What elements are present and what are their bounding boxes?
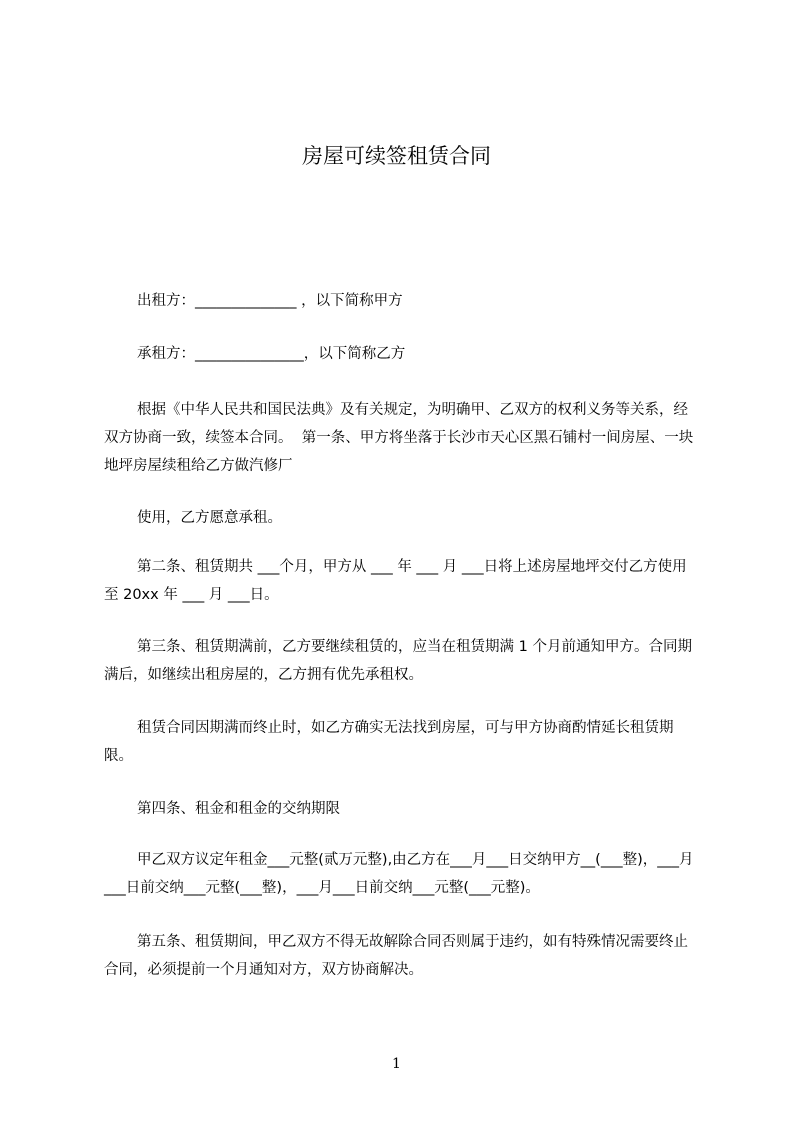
article-3-paragraph: 第三条、租赁期满前，乙方要继续租赁的，应当在租赁期满 1 个月前通知甲方。合同期满后，如继续出租房屋的，乙方拥有优先承租权。 — [104, 639, 692, 683]
lessee-line: 承租方：_______________，以下简称乙方 — [137, 346, 406, 362]
preamble-paragraph: 根据《中华人民共和国民法典》及有关规定，为明确甲、乙双方的权利义务等关系，经双方协商一致，续签本合同。 第一条、甲方将坐落于长沙市天心区黑石铺村一间房屋、一块地坪房屋续租给乙方做汽修厂 — [104, 402, 694, 474]
article-5-paragraph: 第五条、租赁期间，甲乙双方不得无故解除合同否则属于违约，如有特殊情况需要终止合同，必须提前一个月通知对方，双方协商解决。 — [104, 934, 688, 978]
document-title: 房屋可续签租赁合同 — [302, 144, 491, 168]
lessor-line: 出租方：______________ ，以下简称甲方 — [137, 293, 403, 309]
lease-extension-paragraph: 租赁合同因期满而终止时，如乙方确实无法找到房屋，可与甲方协商酌情延长租赁期限。 — [104, 720, 674, 764]
article-1-continuation: 使用，乙方愿意承租。 — [137, 510, 282, 526]
article-2-paragraph: 第二条、租赁期共 ___个月，甲方从 ___ 年 ___ 月 ___日将上述房屋地坪交付乙方使用至 20xx 年 ___ 月 ___日。 — [104, 559, 687, 603]
article-4-heading: 第四条、租金和租金的交纳期限 — [137, 801, 340, 817]
rent-payment-paragraph: 甲乙双方议定年租金___元整(贰万元整),由乙方在___月___日交纳甲方__(___整)，___月___日前交纳___元整(___整)，___月___日前交纳___元整(___元整)。 — [104, 852, 694, 896]
page-number: 1 — [392, 1056, 401, 1072]
